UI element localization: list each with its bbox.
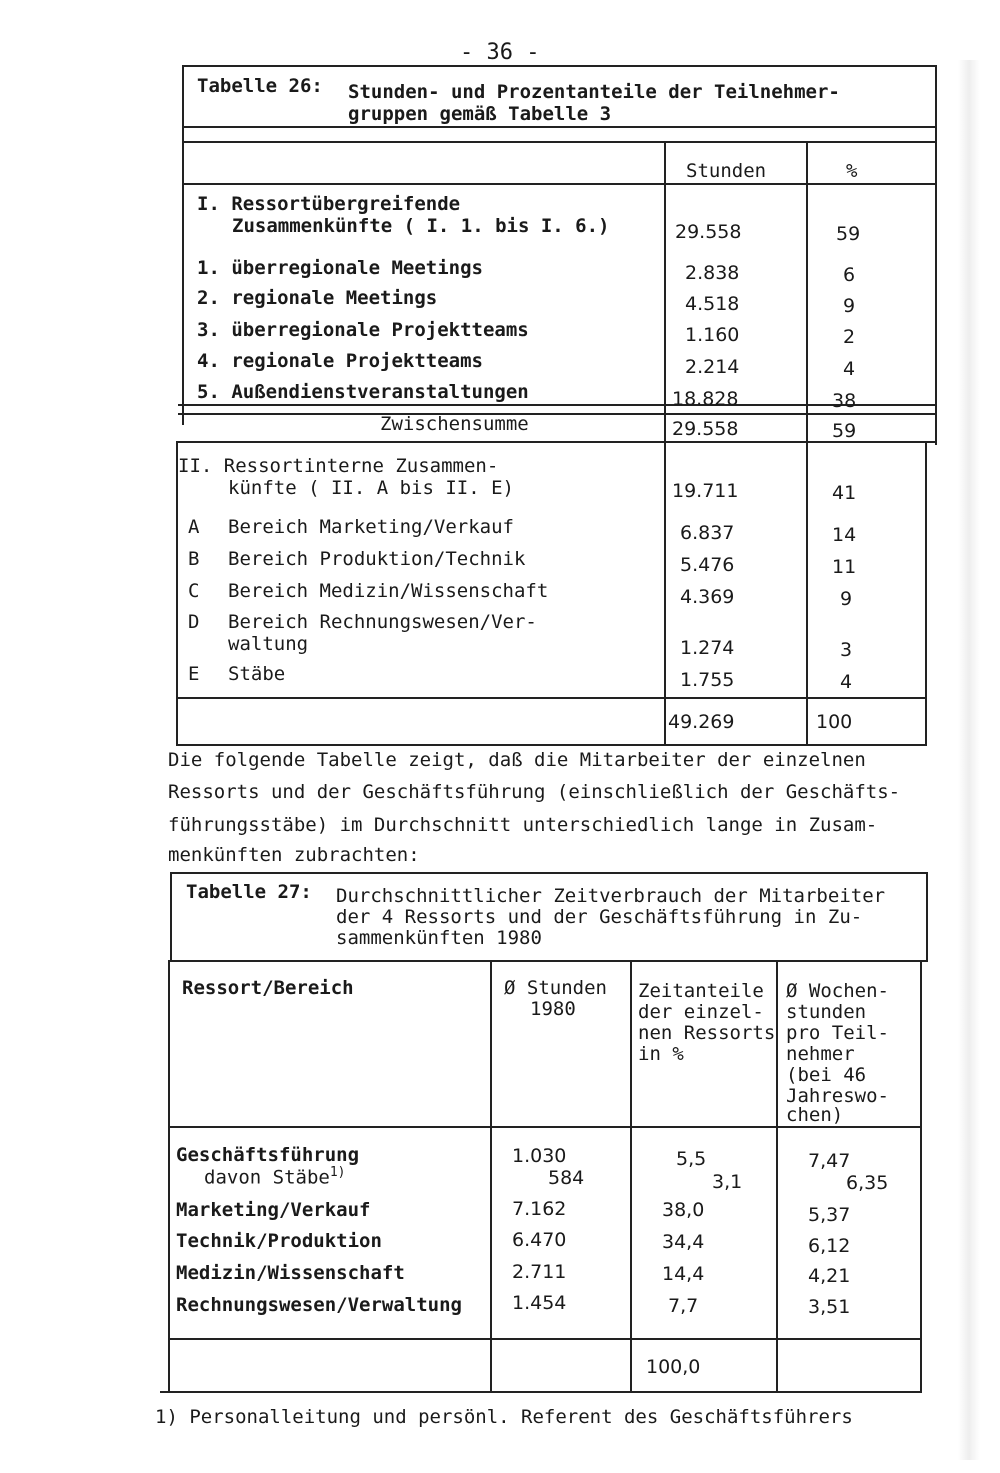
table-row-weekly: 5,37 — [808, 1204, 851, 1226]
table-27-label: Tabelle 27: — [186, 881, 312, 903]
column-header-share: nen Ressorts — [638, 1022, 776, 1044]
table-row-weekly: 6,12 — [808, 1235, 851, 1257]
table-row-hours: 2.214 — [685, 356, 740, 378]
table-row-label: 5. Außendienstveranstaltungen — [197, 381, 529, 403]
table-row-label: Bereich Marketing/Verkauf — [228, 516, 514, 538]
total-share: 100,0 — [646, 1356, 701, 1378]
section-2-percent: 41 — [832, 482, 857, 504]
table-row-label: Geschäftsführung — [176, 1144, 360, 1166]
scan-edge-artifact — [958, 60, 980, 1460]
table-row-hours: 1.160 — [685, 324, 740, 346]
table-row-label: Bereich Rechnungswesen/Ver- — [228, 611, 537, 633]
column-header-weekly: Jahreswo- — [786, 1085, 889, 1107]
section-1-percent: 59 — [836, 223, 861, 245]
table-row-label: 1. überregionale Meetings — [197, 257, 483, 279]
table-row-label: 4. regionale Projektteams — [197, 350, 483, 372]
table-row-percent: 3 — [840, 639, 853, 661]
table-row-percent: 11 — [832, 556, 857, 578]
table-row-share: 34,4 — [662, 1231, 705, 1253]
column-header-weekly: Ø Wochen- — [786, 980, 889, 1002]
table-26-title-line1: Stunden- und Prozentanteile der Teilnehmer- — [348, 81, 840, 103]
table-row-share: 5,5 — [676, 1148, 707, 1170]
column-header-percent: % — [846, 160, 858, 182]
table-row-percent: 6 — [843, 264, 856, 286]
table-row-hours: 1.030 — [512, 1145, 567, 1167]
table-row-label: 3. überregionale Projektteams — [197, 319, 529, 341]
section-1-hours: 29.558 — [675, 221, 742, 243]
table-27-title-line2: der 4 Ressorts und der Geschäftsführung in Zu- — [336, 906, 863, 928]
subtotal-percent: 59 — [832, 420, 857, 442]
column-header-share: in % — [638, 1043, 684, 1065]
table-row-hours: 1.755 — [680, 669, 735, 691]
footnote-marker: 1) — [329, 1165, 346, 1180]
table-row-hours: 4.369 — [680, 586, 735, 608]
section-1-subtitle: Zusammenkünfte ( I. 1. bis I. 6.) — [232, 215, 610, 237]
table-26-label: Tabelle 26: — [197, 75, 323, 97]
table-row-share: 3,1 — [712, 1171, 743, 1193]
table-row-label: davon Stäbe$^{1)}$ — [204, 1165, 346, 1189]
row-key: E — [188, 663, 200, 685]
table-row-label: Rechnungswesen/Verwaltung — [176, 1294, 462, 1316]
table-row-share: 14,4 — [662, 1263, 705, 1285]
section-2-subtitle: künfte ( II. A bis II. E) — [228, 477, 514, 499]
table-row-hours: 6.837 — [680, 522, 735, 544]
column-header-weekly: pro Teil- — [786, 1022, 889, 1044]
table-27-title-line1: Durchschnittlicher Zeitverbrauch der Mitarbeiter — [336, 885, 886, 907]
table-row-share: 38,0 — [662, 1199, 705, 1221]
table-row-label: Medizin/Wissenschaft — [176, 1262, 405, 1284]
section-1-title: I. Ressortübergreifende — [197, 193, 461, 215]
paragraph-line: führungsstäbe) im Durchschnitt unterschiedlich lange in Zusam- — [168, 814, 878, 836]
table-row-hours: 2.711 — [512, 1261, 567, 1283]
table-row-label: Bereich Produktion/Technik — [228, 548, 526, 570]
table-row-hours: 2.838 — [685, 262, 740, 284]
column-header-weekly: nehmer — [786, 1043, 855, 1065]
row-key: C — [188, 580, 200, 602]
table-row-hours: 584 — [548, 1167, 585, 1189]
total-hours: 49.269 — [668, 711, 735, 733]
table-row-label: Technik/Produktion — [176, 1230, 382, 1252]
table-row-label: Marketing/Verkauf — [176, 1199, 371, 1221]
table-row-percent: 4 — [840, 671, 853, 693]
column-header-weekly: stunden — [786, 1001, 867, 1023]
section-2-hours: 19.711 — [672, 480, 739, 502]
footnote: 1) Personalleitung und persönl. Referent des Geschäftsführers — [155, 1406, 853, 1428]
table-row-hours: 5.476 — [680, 554, 735, 576]
column-header-hours-year: 1980 — [530, 998, 576, 1020]
table-row-percent: 14 — [832, 524, 857, 546]
table-row-weekly: 7,47 — [808, 1150, 851, 1172]
table-row-label: 2. regionale Meetings — [197, 287, 438, 309]
row-key: B — [188, 548, 200, 570]
page-number: - 36 - — [460, 40, 540, 65]
table-27-title-line3: sammenkünften 1980 — [336, 927, 542, 949]
table-row-label: Stäbe — [228, 663, 286, 685]
subtotal-hours: 29.558 — [672, 418, 739, 440]
paragraph-line: Ressorts und der Geschäftsführung (einschließlich der Geschäfts- — [168, 781, 901, 803]
table-row-hours: 18.828 — [672, 388, 739, 410]
table-row-percent: 2 — [843, 326, 856, 348]
column-header-department: Ressort/Bereich — [182, 977, 354, 999]
row-key: A — [188, 516, 200, 538]
table-row-label-cont: waltung — [228, 633, 309, 655]
table-row-hours: 1.274 — [680, 637, 735, 659]
column-header-hours: Stunden — [686, 160, 767, 182]
section-2-title: II. Ressortinterne Zusammen- — [178, 455, 499, 477]
subtotal-label: Zwischensumme — [380, 413, 529, 435]
column-header-hours: Ø Stunden — [504, 977, 607, 999]
table-row-hours: 7.162 — [512, 1198, 567, 1220]
table-row-percent: 9 — [843, 295, 856, 317]
table-row-hours: 6.470 — [512, 1229, 567, 1251]
row-key: D — [188, 611, 200, 633]
table-26-title-line2: gruppen gemäß Tabelle 3 — [348, 103, 612, 125]
column-header-share: Zeitanteile — [638, 980, 764, 1002]
table-row-share: 7,7 — [668, 1295, 699, 1317]
table-row-hours: 4.518 — [685, 293, 740, 315]
column-header-share: der einzel- — [638, 1001, 764, 1023]
table-row-percent: 38 — [832, 390, 857, 412]
total-percent: 100 — [816, 711, 853, 733]
paragraph-line: menkünften zubrachten: — [168, 844, 420, 866]
column-header-weekly: (bei 46 — [786, 1064, 867, 1086]
table-row-hours: 1.454 — [512, 1292, 567, 1314]
paragraph-line: Die folgende Tabelle zeigt, daß die Mitarbeiter der einzelnen — [168, 749, 866, 771]
table-row-weekly: 4,21 — [808, 1265, 851, 1287]
table-row-percent: 4 — [843, 358, 856, 380]
column-header-weekly: chen) — [786, 1104, 844, 1126]
table-row-label: Bereich Medizin/Wissenschaft — [228, 580, 549, 602]
table-row-weekly: 3,51 — [808, 1296, 851, 1318]
table-row-percent: 9 — [840, 588, 853, 610]
table-row-weekly: 6,35 — [846, 1172, 889, 1194]
